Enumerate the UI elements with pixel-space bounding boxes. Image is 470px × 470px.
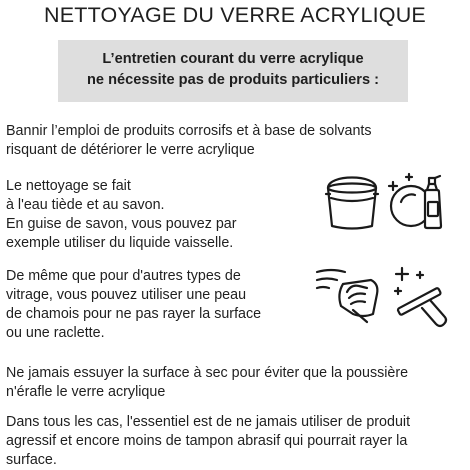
paragraph-line: à l'eau tiède et au savon. [6,197,165,213]
banner-line-1: L’entretien courant du verre acrylique [102,51,364,67]
paragraph-line: surface. [6,452,57,468]
paragraph-dry-wipe [6,364,408,402]
paragraph-solvents [6,122,372,160]
wiping-hand-icon [313,262,385,324]
paragraph-line: agressif et encore moins de tampon abrasif qui pourrait rayer la [6,433,408,449]
paragraph-line: Le nettoyage se fait [6,178,131,194]
paragraph-line: vitrage, vous pouvez utiliser une peau [6,287,247,303]
page-title: NETTOYAGE DU VERRE ACRYLIQUE [44,3,426,27]
paragraph-line: exemple utiliser du liquide vaisselle. [6,235,234,251]
paragraph-line: Bannir l’emploi de produits corrosifs et à base de solvants [6,123,372,139]
dish-soap-icon [385,168,451,232]
paragraph-chamois [6,267,261,343]
intro-banner [58,40,408,102]
paragraph-cleaning [6,177,237,253]
squeegee-icon [390,262,454,328]
paragraph-abrasive [6,413,410,470]
paragraph-line: ou une raclette. [6,325,105,341]
banner-line-2: ne nécessite pas de produits particuliers : [87,72,379,88]
paragraph-line: En guise de savon, vous pouvez par [6,216,237,232]
paragraph-line: risquant de détériorer le verre acrylique [6,142,255,158]
paragraph-line: Ne jamais essuyer la surface à sec pour éviter que la poussière [6,365,409,381]
paragraph-line: de chamois pour ne pas rayer la surface [6,306,262,322]
bucket-icon [322,170,382,232]
paragraph-line: n'érafle le verre acrylique [6,384,166,400]
paragraph-line: Dans tous les cas, l'essentiel est de ne jamais utiliser de produit [6,414,411,430]
paragraph-line: De même que pour d'autres types de [6,268,241,284]
